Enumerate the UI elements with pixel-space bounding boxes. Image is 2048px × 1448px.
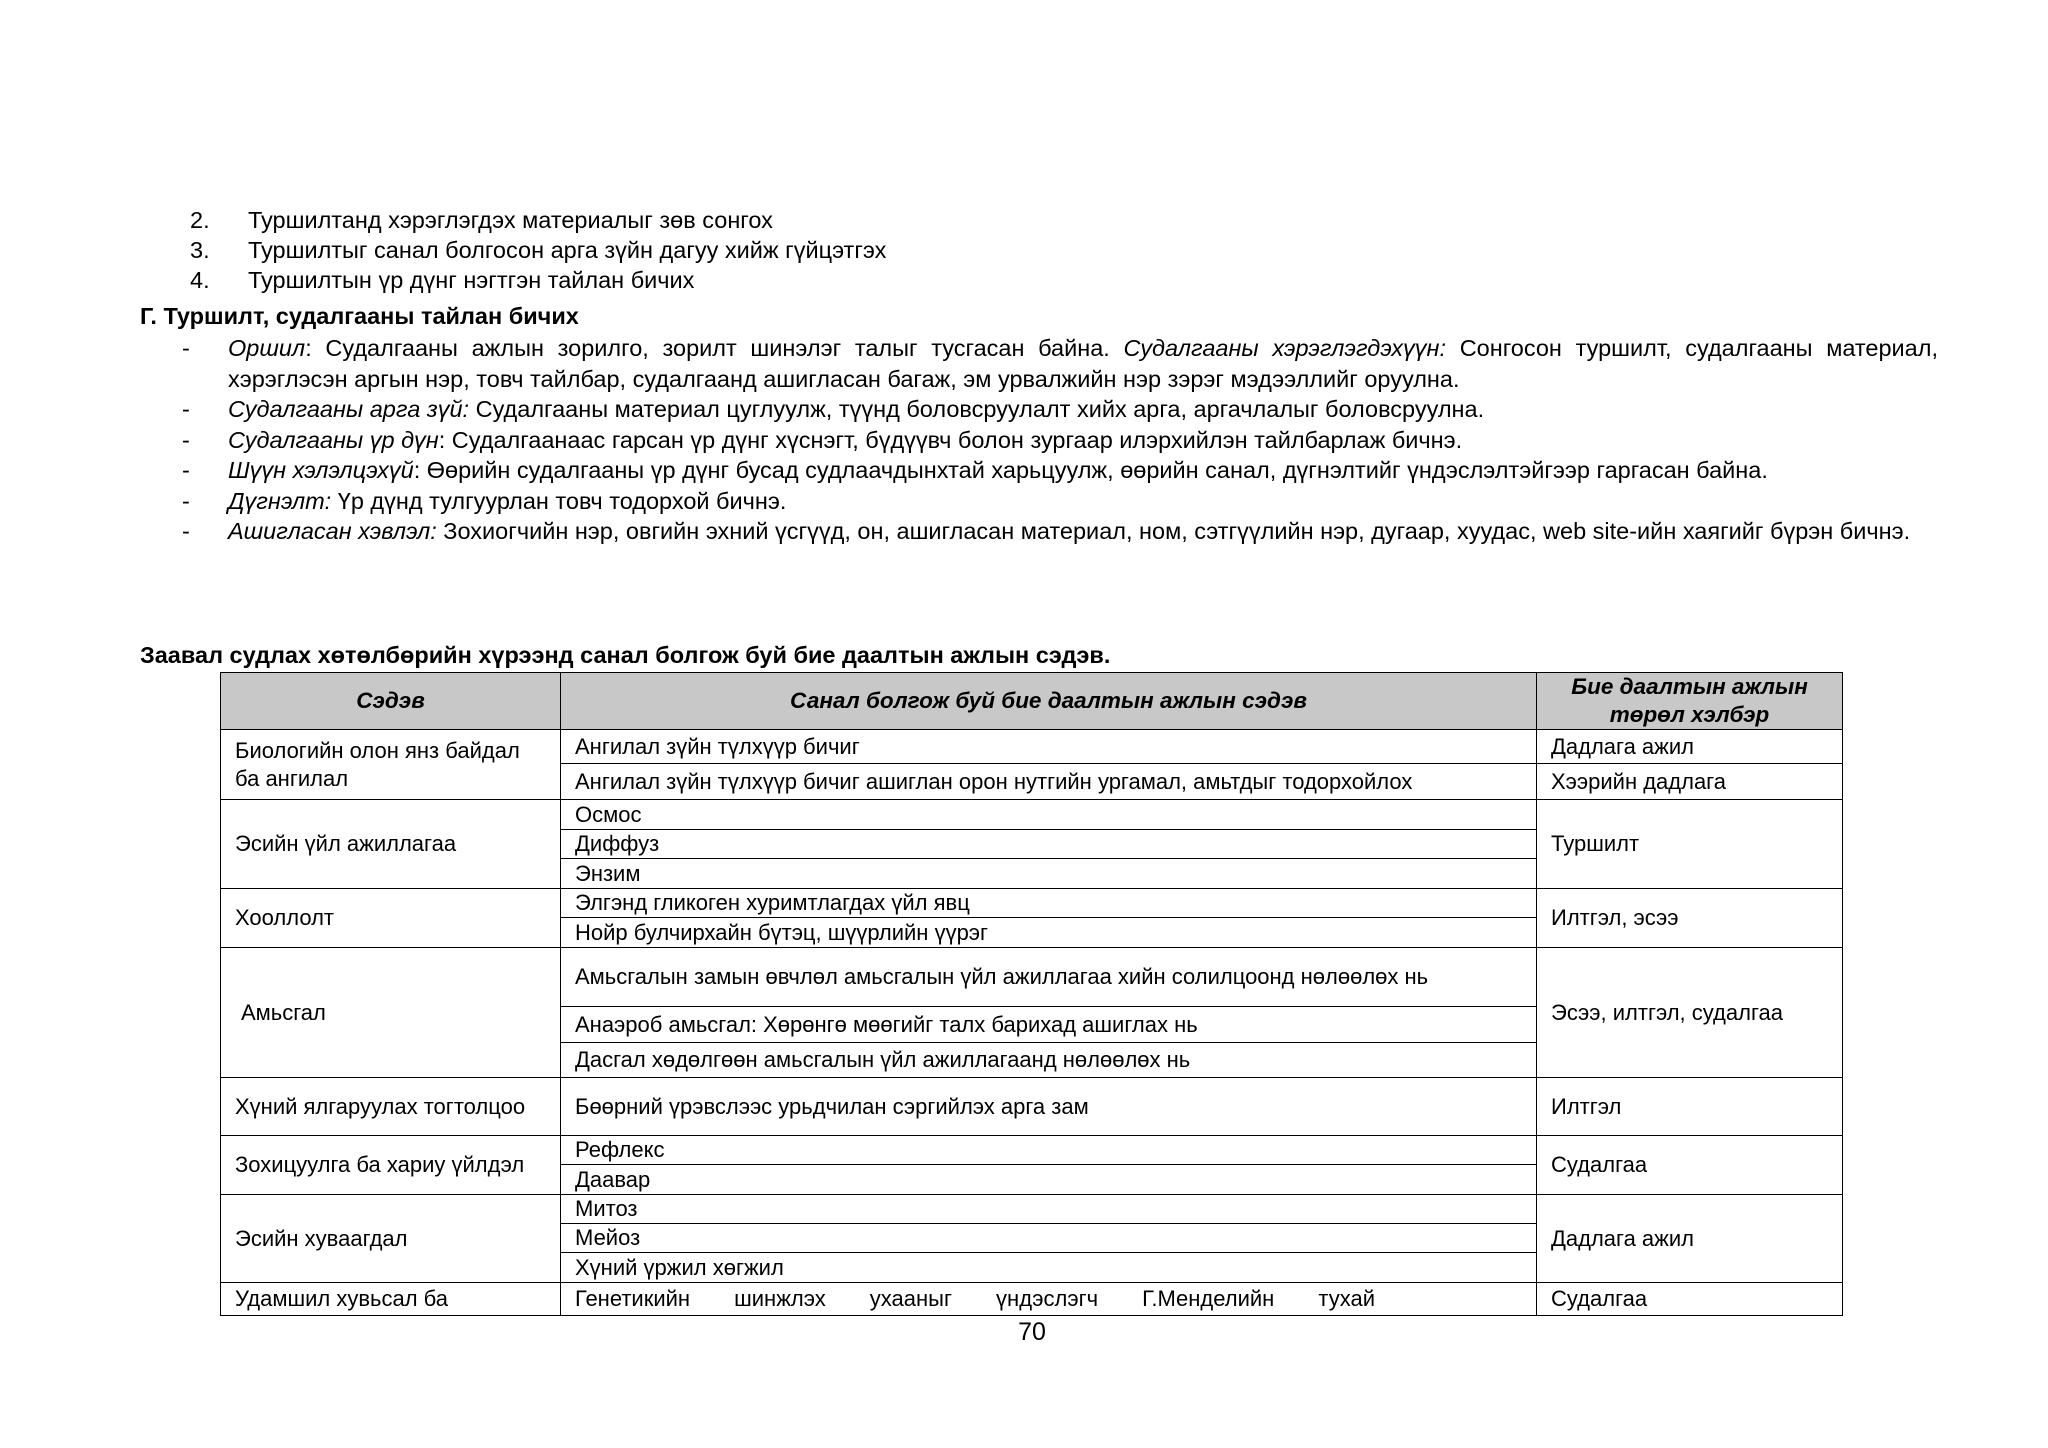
table-row (221, 889, 1843, 918)
assignment-cell: Элгэнд гликоген хуримтлагдах үйл явц (561, 889, 1537, 918)
form-cell: Илтгэл, эсээ (1537, 889, 1843, 948)
assignment-text: Амьсгалын замын өвчлөл амьсгалын үйл ажиллагаа хийн солилцоонд нөлөөлөх нь (575, 964, 1429, 989)
bullet-item: - Судалгааны үр дүн: Судалгаанаас гарсан үр дүнг хүснэгт, бүдүүвч болон зургаар илэрхийлэн тайлбарлаж бичнэ. (182, 426, 1463, 453)
bullet-item: - Ашигласан хэвлэл: Зохиогчийн нэр, овгийн эхний үсгүүд, он, ашигласан материал, ном, сэтгүүлийн нэр, дугаар, хуудас, web site-ийн хаягийг бүрэн бичнэ. (182, 518, 1911, 544)
topic-cell: Эсийн үйл ажиллагаа (221, 800, 561, 889)
bullet-item: - Дүгнэлт: Үр дүнд тулгуурлан товч тодорхой бичнэ. (182, 487, 787, 514)
topic-cell: Хооллолт (221, 889, 561, 948)
form-cell: Хээрийн дадлага (1537, 764, 1843, 800)
assignment-cell: Ангилал зүйн түлхүүр бичиг ашиглан орон нутгийн ургамал, амьтдыг тодорхойлох (561, 764, 1537, 800)
table-header-row (221, 673, 1843, 730)
form-cell: Судалгаа (1537, 1136, 1843, 1195)
assignment-cell: Анаэроб амьсгал: Хөрөнгө мөөгийг талх барихад ашиглах нь (561, 1007, 1537, 1043)
table-row (221, 1283, 1843, 1316)
topic-cell: Биологийн олон янз байдал ба ангилал (221, 730, 561, 800)
column-header-form: Бие даалтын ажлын төрөл хэлбэр (1537, 673, 1843, 730)
table-row (221, 730, 1843, 764)
table-row (221, 800, 1843, 830)
assignment-cell: Хүний үржил хөгжил (561, 1253, 1537, 1283)
assignment-cell: Дасгал хөдөлгөөн амьсгалын үйл ажиллагаанд нөлөөлөх нь (561, 1043, 1537, 1078)
assignment-cell (561, 1283, 1537, 1316)
assignment-cell: Диффуз (561, 830, 1537, 859)
list-item: 4. Туршилтын үр дүнг нэгтгэн тайлан бичих (190, 267, 695, 293)
table-row (221, 1136, 1843, 1165)
table-row (221, 1078, 1843, 1136)
form-cell: Судалгаа (1537, 1283, 1843, 1316)
form-cell: Туршилт (1537, 800, 1843, 889)
topic-cell: Зохицуулга ба хариу үйлдэл (221, 1136, 561, 1195)
assignment-cell (561, 948, 1537, 1007)
assignment-cell: Ангилал зүйн түлхүүр бичиг (561, 730, 1537, 764)
table-heading: Заавал судлах хөтөлбөрийн хүрээнд санал болгож буй бие даалтын ажлын сэдэв. (140, 642, 1111, 668)
topic-cell: Эсийн хуваагдал (221, 1195, 561, 1283)
topic-cell: Амьсгал (221, 948, 561, 1078)
steps-list (190, 205, 886, 295)
section-heading: Г. Туршилт, судалгааны тайлан бичих (140, 303, 579, 329)
form-cell: Дадлага ажил (1537, 1195, 1843, 1283)
form-cell: Эсээ, илтгэл, судалгаа (1537, 948, 1843, 1078)
report-bullets (182, 333, 1938, 547)
assignment-cell: Энзим (561, 859, 1537, 889)
topics-table (220, 672, 1843, 1316)
assignment-cell: Нойр булчирхайн бүтэц, шүүрлийн үүрэг (561, 918, 1537, 948)
topic-cell: Хүний ялгаруулах тогтолцоо (221, 1078, 561, 1136)
column-header-assignment: Санал болгож буй бие даалтын ажлын сэдэв (561, 673, 1537, 730)
page-number: 70 (1018, 1318, 1046, 1346)
bullet-item: - Шүүн хэлэлцэхүй: Өөрийн судалгааны үр дүнг бусад судлаачдынхтай харьцуулж, өөрийн санал, дүгнэлтийг үндэслэлтэйгээр гаргасан байна. (182, 457, 1768, 483)
assignment-cell: Бөөрний үрэвслээс урьдчилан сэргийлэх арга зам (561, 1078, 1537, 1136)
assignment-cell: Осмос (561, 800, 1537, 830)
assignment-text: Генетикийн шинжлэх ухааныг үндэслэгч Г.Менделийн тухай (575, 1286, 1375, 1311)
assignment-cell: Мейоз (561, 1224, 1537, 1253)
column-header-topic: Сэдэв (221, 673, 561, 730)
form-cell: Илтгэл (1537, 1078, 1843, 1136)
bullet-item: - Оршил: Судалгааны ажлын зорилго, зорилт шинэлэг талыг тусгасан байна. Судалгааны хэрэглэгдэхүүн: Сонгосон туршилт, судалгааны материал, хэрэглэсэн аргын нэр, товч тайлбар, судалгаанд ашигласан багаж, эм урвалжийн нэр зэрэг мэдээллийг оруулна. (182, 335, 1938, 392)
assignment-cell: Даавар (561, 1165, 1537, 1195)
form-cell: Дадлага ажил (1537, 730, 1843, 764)
table-row (221, 1195, 1843, 1224)
list-item: 3. Туршилтыг санал болгосон арга зүйн дагуу хийж гүйцэтгэх (190, 237, 887, 263)
bullet-item: - Судалгааны арга зүй: Судалгааны материал цуглуулж, түүнд боловсруулалт хийх арга, аргачлалыг боловсруулна. (182, 396, 1485, 422)
assignment-cell: Митоз (561, 1195, 1537, 1224)
topic-cell: Удамшил хувьсал ба (221, 1283, 561, 1316)
list-item: 2. Туршилтанд хэрэглэгдэх материалыг зөв сонгох (190, 207, 773, 233)
assignment-cell: Рефлекс (561, 1136, 1537, 1165)
table-row (221, 948, 1843, 1007)
